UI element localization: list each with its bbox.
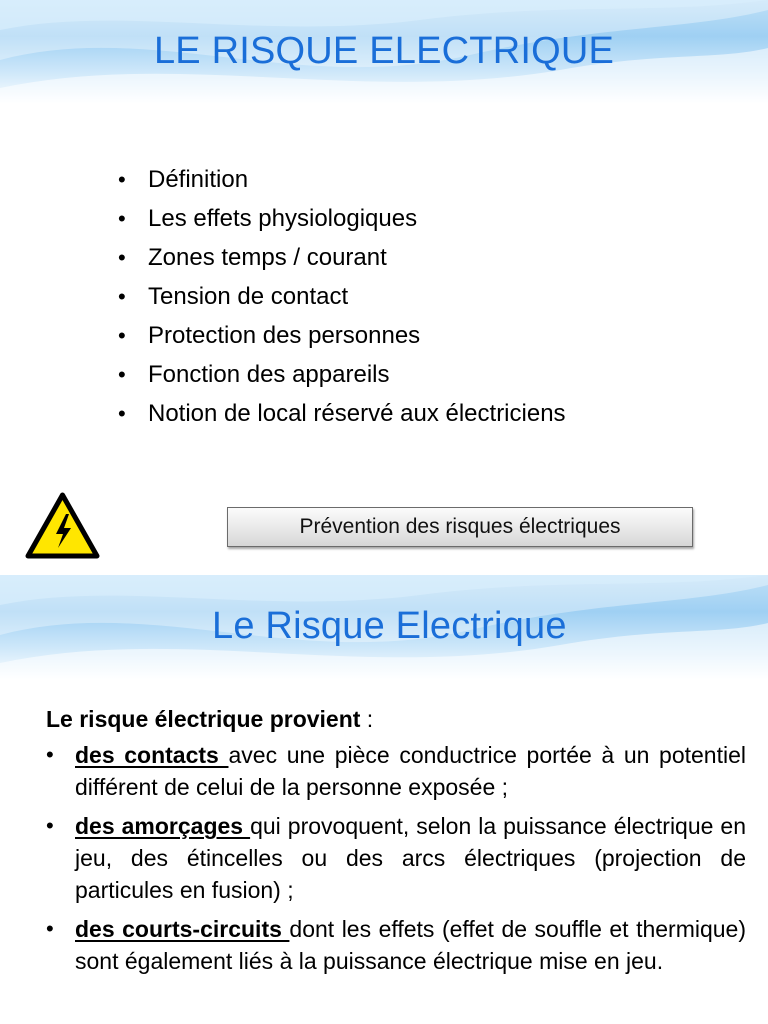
- bullet-marker: •: [118, 206, 126, 231]
- list-item: • Définition: [118, 160, 566, 199]
- list-item: • Protection des personnes: [118, 316, 566, 355]
- slide-2: [0, 575, 768, 1024]
- electrical-hazard-icon: [25, 492, 100, 559]
- bullet-marker: •: [46, 813, 54, 838]
- slide-title: LE RISQUE ELECTRIQUE: [153, 30, 615, 72]
- slide-title: Le Risque Electrique: [212, 605, 567, 647]
- list-item: • Zones temps / courant: [118, 238, 566, 277]
- list-item: • Tension de contact: [118, 277, 566, 316]
- bullet-marker: •: [118, 323, 126, 348]
- slide-body: [46, 703, 746, 984]
- item-keyword: des courts-circuits: [75, 916, 290, 942]
- item-text: dont les effets (effet de souffle et thermique) sont également liés à la puissance électrique mise en jeu.: [75, 916, 747, 974]
- list-item: [46, 739, 746, 803]
- bullet-marker: •: [118, 245, 126, 270]
- lead-sentence: Le risque électrique provient :: [46, 706, 374, 732]
- list-item: [46, 810, 746, 906]
- bullet-marker: •: [118, 401, 126, 426]
- bullet-marker: •: [118, 362, 126, 387]
- list-item: [46, 913, 746, 977]
- bullet-marker: •: [118, 167, 126, 192]
- list-item: • Notion de local réservé aux électriciens: [118, 394, 566, 433]
- item-text: qui provoquent, selon la puissance électrique en jeu, des étincelles ou des arcs électriques (projection de particules en fusion) ;: [75, 813, 747, 903]
- bullet-marker: •: [46, 742, 54, 767]
- bullet-marker: •: [46, 916, 54, 941]
- item-keyword: des contacts: [75, 742, 229, 768]
- item-text: avec une pièce conductrice portée à un potentiel différent de celui de la personne exposée ;: [75, 742, 746, 800]
- item-keyword: des amorçages: [75, 813, 251, 839]
- prevention-button[interactable]: Prévention des risques électriques: [227, 507, 693, 547]
- list-item: • Les effets physiologiques: [118, 199, 566, 238]
- list-item: • Fonction des appareils: [118, 355, 566, 394]
- bullet-marker: •: [118, 284, 126, 309]
- topic-list: [118, 160, 566, 433]
